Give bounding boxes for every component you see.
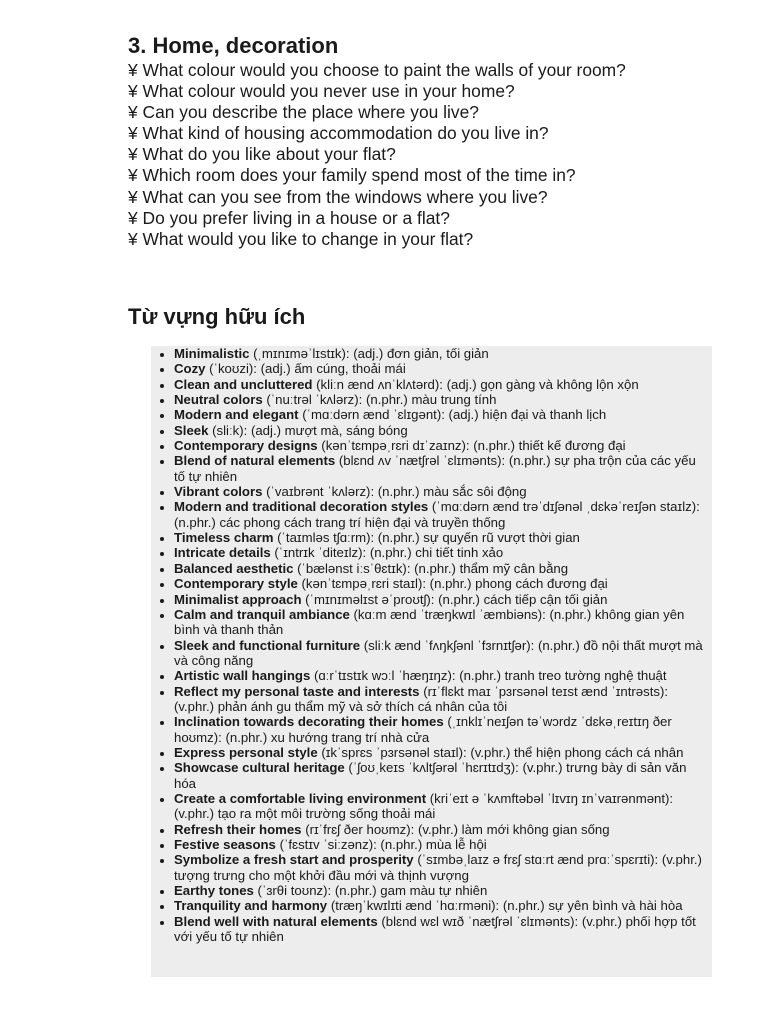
vocabulary-item (174, 714, 710, 745)
question-item (128, 187, 626, 208)
vocabulary-item (174, 361, 710, 376)
vocabulary-term: Minimalistic (174, 346, 250, 361)
vocabulary-term: Artistic wall hangings (174, 668, 311, 684)
vocabulary-definition: (ˈsɪmbəˌlaɪz ə frɛʃ stɑːrt ænd prɑːˈspɛrɪti): (v.phr.) tượng trưng cho một khởi đầu mới và thịnh vượng (174, 852, 702, 883)
question-text: What colour would you never use in your home? (142, 81, 515, 102)
vocabulary-item (174, 561, 710, 576)
vocabulary-term: Modern and elegant (174, 407, 299, 423)
vocabulary-definition: (sliːk ænd ˈfʌŋkʃənl ˈfɜrnɪtʃər): (n.phr.) đồ nội thất mượt mà và công năng (174, 637, 703, 668)
vocabulary-item (174, 499, 710, 530)
vocabulary-item (174, 898, 710, 913)
vocabulary-item (174, 484, 710, 499)
vocabulary-definition: (ˈʃoʊˌkeɪs ˈkʌltʃərəl ˈhɛrɪtɪdʒ): (v.phr.) trưng bày di sản văn hóa (174, 760, 687, 791)
vocabulary-definition: (ɑːrˈtɪstɪk wɔːl ˈhæŋɪŋz): (n.phr.) tranh treo tường nghệ thuật (310, 668, 667, 684)
vocabulary-definition: (ˈkoʊzi): (adj.) ấm cúng, thoải mái (205, 361, 406, 377)
question-text: What do you like about your flat? (142, 144, 396, 165)
vocabulary-term: Showcase cultural heritage (174, 760, 345, 776)
vocabulary-item (174, 377, 710, 392)
question-text: What would you like to change in your flat? (142, 228, 474, 249)
question-bullet: ¥ (128, 228, 138, 249)
vocabulary-term: Calm and tranquil ambiance (174, 606, 350, 622)
vocabulary-definition: (ˈfɛstɪv ˈsiːzənz): (n.phr.) mùa lễ hội (275, 837, 487, 852)
question-bullet: ¥ (128, 207, 138, 228)
question-text: Can you describe the place where you live? (142, 102, 479, 123)
vocabulary-definition: (ˈnuːtrəl ˈkʌlərz): (n.phr.) màu trung tính (262, 392, 497, 408)
question-item (128, 144, 626, 165)
question-item (128, 208, 626, 229)
section-heading: 3. Home, decoration (128, 33, 339, 58)
vocabulary-term: Refresh their homes (174, 821, 302, 837)
vocabulary-item (174, 852, 710, 883)
vocabulary-definition: (ɪkˈsprɛs ˈpɜrsənəl staɪl): (v.phr.) thể hiện phong cách cá nhân (317, 744, 684, 760)
vocabulary-definition: (træŋˈkwɪlɪti ænd ˈhɑːrməni): (n.phr.) sự yên bình và hài hòa (327, 898, 683, 914)
vocabulary-item (174, 914, 710, 945)
vocabulary-definition: (rɪˈfrɛʃ ðer hoʊmz): (v.phr.) làm mới không gian sống (301, 821, 610, 837)
vocabulary-term: Sleek (174, 422, 209, 438)
vocabulary-term: Inclination towards decorating their homes (174, 714, 444, 730)
question-item (128, 229, 626, 250)
vocabulary-definition: (ˈbælənst iːsˈθɛtɪk): (n.phr.) thẩm mỹ cân bằng (293, 560, 569, 576)
vocabulary-definition: (blɛnd ʌv ˈnætʃrəl ˈɛlɪmənts): (n.phr.) sự pha trộn của các yếu tố tự nhiên (174, 453, 696, 484)
vocabulary-definition: (sliːk): (adj.) mượt mà, sáng bóng (208, 422, 408, 438)
vocabulary-term: Intricate details (174, 545, 271, 561)
question-text: What colour would you choose to paint the walls of your room? (142, 60, 626, 80)
question-bullet: ¥ (128, 60, 138, 80)
vocabulary-definition: (blɛnd wɛl wɪð ˈnætʃrəl ˈɛlɪmənts): (v.phr.) phối hợp tốt với yếu tố tự nhiên (174, 913, 696, 945)
vocabulary-term: Modern and traditional decoration styles (174, 499, 429, 515)
vocabulary-definition: (kriˈeɪt ə ˈkʌmftəbəl ˈlɪvɪŋ ɪnˈvaɪrənmənt): (v.phr.) tạo ra một môi trường sống thoải mái (174, 790, 674, 822)
vocabulary-term: Clean and uncluttered (174, 376, 313, 392)
vocabulary-item (174, 576, 710, 591)
vocabulary-definition: (kliːn ænd ʌnˈklʌtərd): (adj.) gọn gàng và không lộn xộn (312, 376, 639, 392)
vocabulary-definition: (kənˈtɛmpəˌrɛri dɪˈzaɪnz): (n.phr.) thiết kế đương đại (317, 438, 626, 454)
vocabulary-term: Balanced aesthetic (174, 560, 294, 576)
question-bullet: ¥ (128, 81, 138, 102)
vocabulary-term: Symbolize a fresh start and prosperity (174, 852, 414, 868)
vocabulary-term: Vibrant colors (174, 484, 263, 500)
vocabulary-item (174, 530, 710, 545)
vocabulary-definition: (ˈtaɪmləs tʃɑːrm): (n.phr.) sự quyến rũ vượt thời gian (273, 530, 580, 546)
question-text: Which room does your family spend most of the time in? (142, 165, 576, 186)
vocabulary-item (174, 592, 710, 607)
vocabulary-item (174, 545, 710, 560)
question-text: What can you see from the windows where you live? (142, 186, 548, 207)
vocabulary-definition: (ˈmɑːdərn ænd ˈɛlɪgənt): (adj.) hiện đại và thanh lịch (298, 407, 607, 423)
vocabulary-item (174, 346, 710, 361)
question-bullet: ¥ (128, 144, 138, 165)
vocabulary-definition: (ˌɪnklɪˈneɪʃən təˈwɔrdz ˈdɛkəˌreɪtɪŋ ðer hoʊmz): (n.phr.) xu hướng trang trí nhà cửa (174, 714, 672, 745)
question-bullet: ¥ (128, 102, 138, 123)
vocabulary-list (174, 346, 710, 944)
vocabulary-term: Create a comfortable living environment (174, 790, 427, 806)
vocabulary-item (174, 438, 710, 453)
question-item (128, 102, 626, 123)
vocabulary-definition: (ˈɪntrɪk ˈditeɪlz): (n.phr.) chi tiết tinh xảo (270, 545, 504, 561)
vocabulary-term: Reflect my personal taste and interests (174, 683, 420, 699)
vocabulary-item (174, 453, 710, 484)
question-item (128, 123, 626, 144)
vocabulary-item (174, 423, 710, 438)
vocabulary-definition: (ˈmɑːdərn ænd trəˈdɪʃənəl ˌdɛkəˈreɪʃən staɪlz): (n.phr.) các phong cách trang trí hiện đại và truyền thống (174, 499, 700, 530)
vocabulary-item (174, 883, 710, 898)
vocabulary-term: Earthy tones (174, 883, 254, 899)
vocabulary-item (174, 822, 710, 837)
question-item (128, 60, 626, 81)
vocabulary-item (174, 837, 710, 852)
vocabulary-definition: (ˈvaɪbrənt ˈkʌlərz): (n.phr.) màu sắc sôi động (262, 484, 527, 500)
question-item (128, 81, 626, 102)
question-bullet: ¥ (128, 165, 138, 186)
vocabulary-term: Tranquility and harmony (174, 898, 328, 914)
vocabulary-item (174, 392, 710, 407)
question-bullet: ¥ (128, 186, 138, 207)
question-text: Do you prefer living in a house or a flat? (142, 207, 450, 228)
vocabulary-definition: (kənˈtɛmpəˌrɛri staɪl): (n.phr.) phong cách đương đại (297, 576, 608, 592)
vocabulary-term: Express personal style (174, 744, 318, 760)
vocabulary-definition: (kɑːm ænd ˈtræŋkwɪl ˈæmbiəns): (n.phr.) không gian yên bình và thanh thản (174, 606, 685, 638)
vocabulary-term: Blend well with natural elements (174, 913, 378, 929)
vocabulary-term: Festive seasons (174, 837, 276, 852)
question-text: What kind of housing accommodation do you live in? (142, 123, 549, 144)
vocabulary-heading: Từ vựng hữu ích (128, 304, 306, 329)
vocabulary-term: Timeless charm (174, 530, 274, 546)
vocabulary-definition: (ˈmɪnɪməlɪst əˈproʊtʃ): (n.phr.) cách tiếp cận tối giản (301, 591, 608, 607)
question-list (128, 60, 626, 250)
vocabulary-item (174, 684, 710, 715)
vocabulary-term: Sleek and functional furniture (174, 637, 361, 653)
vocabulary-term: Blend of natural elements (174, 453, 336, 469)
vocabulary-definition: (rɪˈflɛkt maɪ ˈpɜrsənəl teɪst ænd ˈɪntrəsts): (v.phr.) phản ánh gu thẩm mỹ và sở thích cá nhân của tôi (174, 683, 669, 714)
vocabulary-item (174, 745, 710, 760)
question-item (128, 165, 626, 186)
vocabulary-item (174, 607, 710, 638)
vocabulary-item (174, 791, 710, 822)
vocabulary-term: Neutral colors (174, 392, 263, 408)
vocabulary-item (174, 668, 710, 683)
vocabulary-item (174, 760, 710, 791)
vocabulary-definition: (ˌmɪnɪməˈlɪstɪk): (adj.) đơn giản, tối giản (249, 346, 489, 361)
vocabulary-term: Minimalist approach (174, 591, 302, 607)
vocabulary-term: Cozy (174, 361, 206, 377)
vocabulary-term: Contemporary designs (174, 438, 318, 454)
question-bullet: ¥ (128, 123, 138, 144)
vocabulary-term: Contemporary style (174, 576, 298, 592)
vocabulary-item (174, 407, 710, 422)
vocabulary-definition: (ˈɜrθi toʊnz): (n.phr.) gam màu tự nhiên (253, 883, 488, 899)
vocabulary-item (174, 638, 710, 669)
